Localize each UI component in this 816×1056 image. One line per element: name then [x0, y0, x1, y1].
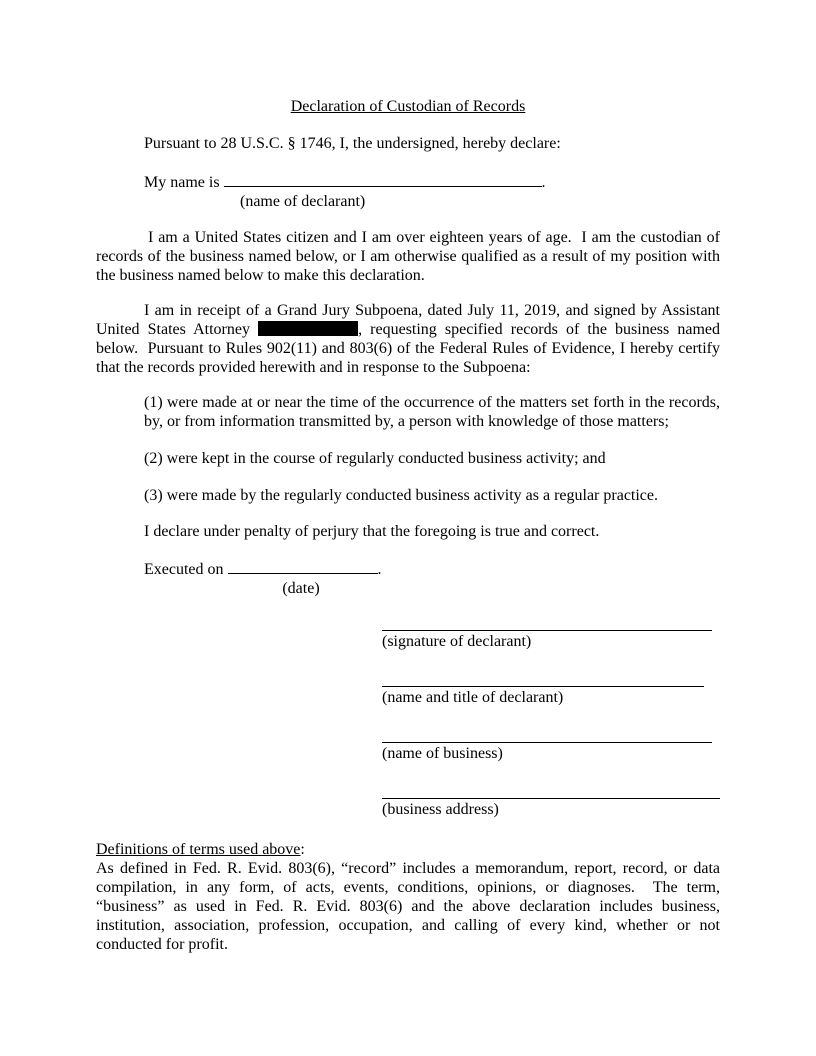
- signature-block-signature: [382, 630, 712, 651]
- signature-block-business-address: [382, 798, 720, 819]
- date-blank: [228, 559, 378, 574]
- document-title-text: Declaration of Custodian of Records: [290, 98, 526, 115]
- definitions-heading-colon: :: [300, 841, 305, 858]
- receipt-paragraph-after: , requesting specified records of the business named below. Pursuant to Rules 902(11) and 803(6) of the Federal Rules of Evidence, I hereby certify that the records provided herewith and in response to the Subpoena:: [96, 321, 720, 376]
- signature-line: [382, 630, 712, 631]
- definitions-heading-text: Definitions of terms used above: [96, 841, 301, 858]
- signature-label: (signature of declarant): [382, 633, 532, 650]
- receipt-paragraph-before: I am in receipt of a Grand Jury Subpoena, dated July 11, 2019, and signed by Assistant United States Attorney: [96, 302, 720, 338]
- definitions-heading: [96, 840, 720, 859]
- name-of-declarant-label: (name of declarant): [240, 193, 366, 210]
- signature-line: [382, 686, 704, 687]
- certification-item-2: (2) were kept in the course of regularly conducted business activity; and: [144, 450, 606, 467]
- executed-line-prefix: Executed on: [144, 561, 228, 578]
- signature-label: (business address): [382, 801, 499, 818]
- signature-block-name-title: [382, 686, 704, 707]
- name-of-declarant-blank: [224, 172, 542, 187]
- signature-label: (name of business): [382, 745, 503, 762]
- receipt-paragraph: [96, 301, 720, 377]
- name-line-period: .: [541, 174, 546, 191]
- executed-line-paragraph: [144, 559, 720, 579]
- document-title: [96, 97, 720, 116]
- definitions-body: As defined in Fed. R. Evid. 803(6), “record” includes a memorandum, report, record, or data compilation, in any form, of acts, events, conditions, opinions, or diagnoses. The term, “business” as used in Fed. R. Evid. 803(6) and the above declaration includes business, institution, association, profession, occupation, and calling of every kind, whether or not conducted for profit.: [96, 860, 720, 953]
- certification-item-1: (1) were made at or near the time of the occurrence of the matters set forth in the records, by, or from information transmitted by, a person with knowledge of those matters;: [144, 394, 720, 430]
- date-label: (date): [282, 580, 320, 597]
- name-line-paragraph: [96, 172, 720, 192]
- signature-line: [382, 742, 712, 743]
- executed-line-period: .: [377, 561, 382, 578]
- citizen-paragraph: I am a United States citizen and I am over eighteen years of age. I am the custodian of records of the business named below, or I am otherwise qualified as a result of my position with the business named below to make this declaration.: [96, 229, 720, 284]
- signature-block-business-name: [382, 742, 712, 763]
- signature-line: [382, 798, 720, 799]
- name-line-prefix: My name is: [144, 174, 224, 191]
- signature-label: (name and title of declarant): [382, 689, 564, 706]
- perjury-statement: I declare under penalty of perjury that the foregoing is true and correct.: [144, 523, 600, 540]
- certification-item-3: (3) were made by the regularly conducted business activity as a regular practice.: [144, 487, 659, 504]
- intro-paragraph: Pursuant to 28 U.S.C. § 1746, I, the undersigned, hereby declare:: [144, 135, 561, 152]
- redaction-box: [258, 321, 358, 336]
